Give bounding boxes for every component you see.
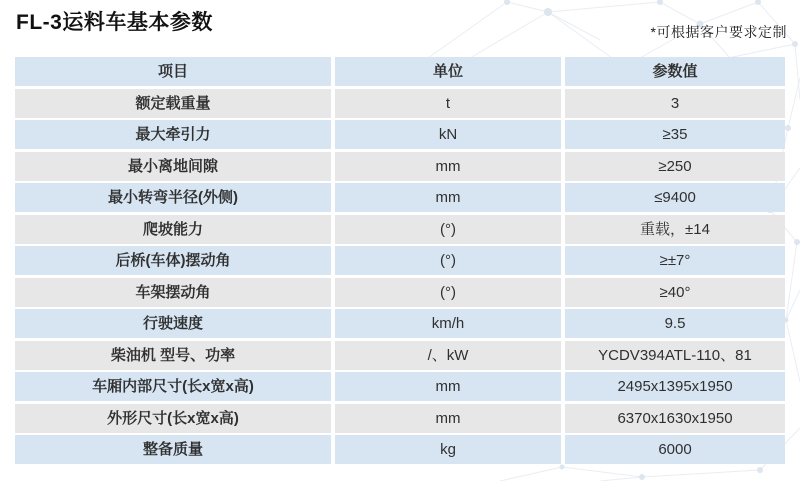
value-cell: YCDV394ATL-110、81 [565, 341, 785, 370]
value-cell: 6370x1630x1950 [565, 404, 785, 433]
unit-cell: (°) [335, 215, 561, 244]
table-row [15, 341, 785, 370]
table-row [15, 120, 785, 149]
unit-cell: mm [335, 183, 561, 212]
table-row [15, 152, 785, 181]
item-cell: 额定载重量 [15, 89, 331, 118]
table-row [15, 246, 785, 275]
unit-cell: km/h [335, 309, 561, 338]
table-row [15, 404, 785, 433]
value-cell: 2495x1395x1950 [565, 372, 785, 401]
item-cell: 最小转弯半径(外侧) [15, 183, 331, 212]
value-cell: ≥250 [565, 152, 785, 181]
unit-cell: t [335, 89, 561, 118]
item-cell: 最小离地间隙 [15, 152, 331, 181]
table-row [15, 215, 785, 244]
unit-cell: mm [335, 152, 561, 181]
value-cell: ≤9400 [565, 183, 785, 212]
value-cell: 3 [565, 89, 785, 118]
table-row [15, 372, 785, 401]
unit-cell: kN [335, 120, 561, 149]
item-cell: 后桥(车体)摆动角 [15, 246, 331, 275]
unit-cell: mm [335, 404, 561, 433]
item-cell: 外形尺寸(长x宽x高) [15, 404, 331, 433]
table-row [15, 89, 785, 118]
unit-cell: kg [335, 435, 561, 464]
item-cell: 车架摆动角 [15, 278, 331, 307]
item-cell: 行驶速度 [15, 309, 331, 338]
item-cell: 整备质量 [15, 435, 331, 464]
value-cell: 重载，±14 [565, 215, 785, 244]
unit-cell: (°) [335, 246, 561, 275]
item-cell: 最大牵引力 [15, 120, 331, 149]
item-cell: 柴油机 型号、功率 [15, 341, 331, 370]
value-cell: ≥±7° [565, 246, 785, 275]
table-row [15, 183, 785, 212]
unit-cell: /、kW [335, 341, 561, 370]
value-cell: ≥40° [565, 278, 785, 307]
column-header-value: 参数值 [565, 57, 785, 86]
table-row [15, 278, 785, 307]
table-row [15, 309, 785, 338]
item-cell: 爬坡能力 [15, 215, 331, 244]
table-row [15, 435, 785, 464]
page-title: FL-3运料车基本参数 [16, 11, 213, 34]
value-cell: 9.5 [565, 309, 785, 338]
table-header-row [15, 57, 785, 86]
column-header-item: 项目 [15, 57, 331, 86]
customization-note: *可根据客户要求定制 [650, 24, 787, 40]
column-header-unit: 单位 [335, 57, 561, 86]
spec-table [15, 57, 785, 467]
unit-cell: (°) [335, 278, 561, 307]
item-cell: 车厢内部尺寸(长x宽x高) [15, 372, 331, 401]
spec-table-body [15, 89, 785, 465]
value-cell: 6000 [565, 435, 785, 464]
unit-cell: mm [335, 372, 561, 401]
value-cell: ≥35 [565, 120, 785, 149]
